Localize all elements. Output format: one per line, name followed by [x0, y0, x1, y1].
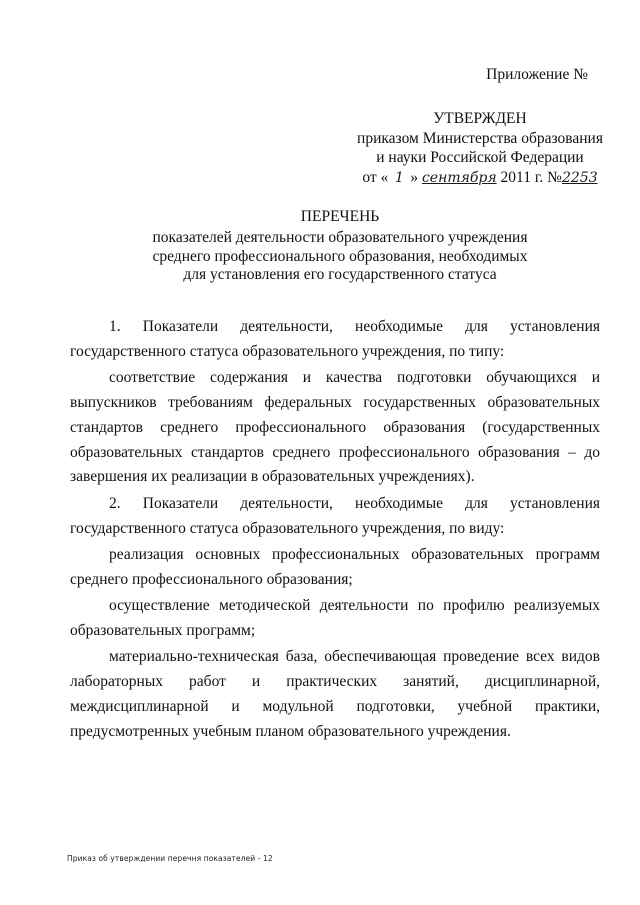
date-year: 2011 г. №	[500, 168, 562, 186]
date-mid: »	[410, 168, 419, 186]
appendix-label: Приложение №	[486, 66, 588, 83]
page-footer: Приказ об утверждении перечня показателей - 12	[67, 854, 273, 863]
paragraph-type-criterion: соответствие содержания и качества подготовки обучающихся и выпускников требованиям федеральных государственных образовательных стандартов среднего профессионального образования (государственных образовательных стандартов среднего профессионального образования – до завершения их реализации в образовательных учреждениях).	[70, 369, 600, 486]
approval-date-line	[340, 168, 620, 189]
title-heading: ПЕРЕЧЕНЬ	[300, 208, 380, 225]
handwritten-month: сентября	[421, 169, 497, 186]
title-line-2: среднего профессионального образования, необходимых	[152, 247, 528, 265]
approved-heading: УТВЕРЖДЕН	[433, 110, 527, 127]
paragraph-section-1: 1. Показатели деятельности, необходимые для установления государственного статуса образовательного учреждения, по типу:	[70, 318, 600, 360]
paragraph-methodical: осуществление методической деятельности по профилю реализуемых образовательных программ;	[70, 597, 600, 639]
approval-line-1: приказом Министерства образования	[357, 129, 603, 147]
title-line-1: показателей деятельности образовательного учреждения	[152, 228, 528, 246]
paragraph-material-base: материально-техническая база, обеспечивающая проведение всех видов лабораторных работ и практических занятий, дисциплинарной, междисциплинарной и модульной подготовки, учебной практики, предусмотренных учебным планом образовательного учреждения.	[70, 648, 600, 740]
document-title	[70, 208, 610, 285]
approval-block	[340, 109, 620, 188]
paragraph-section-2: 2. Показатели деятельности, необходимые для установления государственного статуса образовательного учреждения, по виду:	[70, 494, 600, 537]
date-prefix: от «	[362, 168, 389, 186]
title-line-3: для установления его государственного статуса	[183, 266, 497, 284]
approval-line-2: и науки Российской Федерации	[376, 149, 584, 166]
handwritten-day: 1	[394, 169, 404, 186]
handwritten-order-number: 2253	[561, 169, 598, 186]
paragraph-programs: реализация основных профессиональных образовательных программ среднего профессионального образования;	[70, 545, 600, 588]
document-body	[70, 315, 600, 746]
